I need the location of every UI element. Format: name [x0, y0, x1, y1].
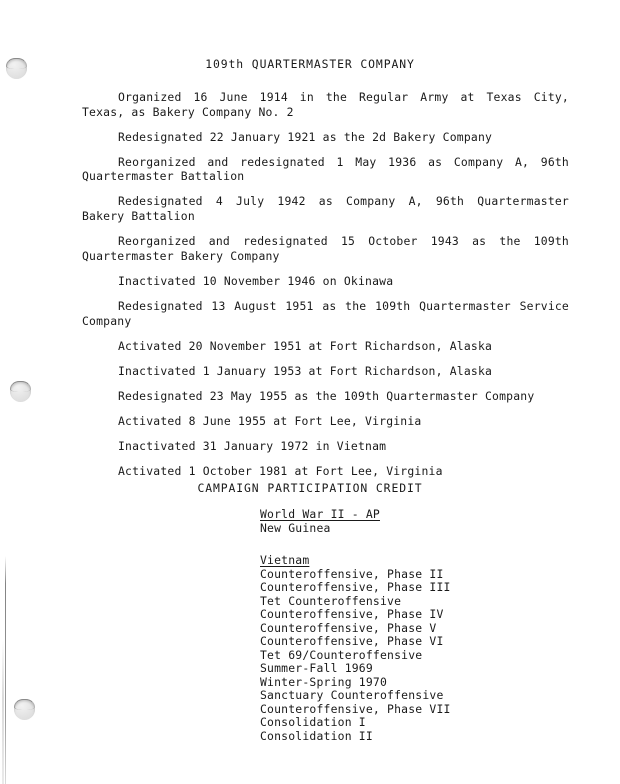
campaign-war-label: Vietnam: [260, 552, 310, 567]
scan-edge-artifact-faint: [2, 640, 4, 784]
punch-hole-bottom: [14, 699, 35, 720]
lineage-entry: Activated 1 October 1981 at Fort Lee, Virginia: [118, 464, 443, 479]
campaign-war-label: World War II - AP: [260, 507, 380, 521]
scan-edge-artifact: [5, 556, 6, 784]
campaign-item: Consolidation I: [260, 715, 366, 729]
campaign-item: Winter-Spring 1970: [260, 674, 388, 689]
campaign-group: [260, 549, 590, 744]
campaign-item: Tet Counteroffensive: [260, 593, 402, 608]
lineage-entry: Redesignated 22 January 1921 as the 2d Bakery Company: [118, 129, 493, 144]
document-title: 109th QUARTERMASTER COMPANY: [205, 57, 415, 71]
campaign-item: Tet 69/Counteroffensive: [260, 647, 423, 662]
lineage-list: [82, 90, 569, 489]
lineage-entry: Redesignated 23 May 1955 as the 109th Quartermaster Company: [118, 388, 535, 403]
campaign-item: Counteroffensive, Phase IV: [260, 607, 444, 621]
lineage-entry: Reorganized and redesignated 15 October 1943 as the 109th Quartermaster Bakery Company: [82, 234, 569, 263]
lineage-entry: Reorganized and redesignated 1 May 1936 as Company A, 96th Quartermaster Battalion: [82, 154, 569, 184]
campaign-item: Counteroffensive, Phase V: [260, 620, 437, 635]
campaign-item: Counteroffensive, Phase II: [260, 566, 444, 581]
lineage-entry: Inactivated 1 January 1953 at Fort Richardson, Alaska: [118, 363, 493, 378]
campaign-item: Consolidation II: [260, 728, 373, 743]
lineage-entry: Organized 16 June 1914 in the Regular Army at Texas City, Texas, as Bakery Company No. 2: [82, 90, 569, 119]
campaign-group: [260, 503, 590, 536]
punch-hole-middle: [10, 381, 31, 402]
campaign-groups: [260, 503, 590, 756]
campaign-item: Counteroffensive, Phase VI: [260, 634, 444, 648]
campaign-item: Counteroffensive, Phase III: [260, 580, 451, 594]
campaign-item: Sanctuary Counteroffensive: [260, 688, 444, 702]
lineage-entry: Redesignated 13 August 1951 as the 109th Quartermaster Service Company: [82, 298, 569, 328]
lineage-entry: Activated 8 June 1955 at Fort Lee, Virginia: [118, 413, 422, 428]
campaign-item: New Guinea: [260, 521, 331, 535]
lineage-entry: Inactivated 10 November 1946 on Okinawa: [118, 273, 394, 288]
lineage-entry: Inactivated 31 January 1972 in Vietnam: [118, 439, 387, 453]
campaign-participation-credit-heading: CAMPAIGN PARTICIPATION CREDIT: [197, 481, 423, 495]
lineage-entry: Activated 20 November 1951 at Fort Richardson, Alaska: [118, 338, 493, 353]
lineage-entry: Redesignated 4 July 1942 as Company A, 96th Quartermaster Bakery Battalion: [82, 194, 569, 224]
campaign-item: Summer-Fall 1969: [260, 661, 373, 675]
campaign-item: Counteroffensive, Phase VII: [260, 701, 451, 716]
